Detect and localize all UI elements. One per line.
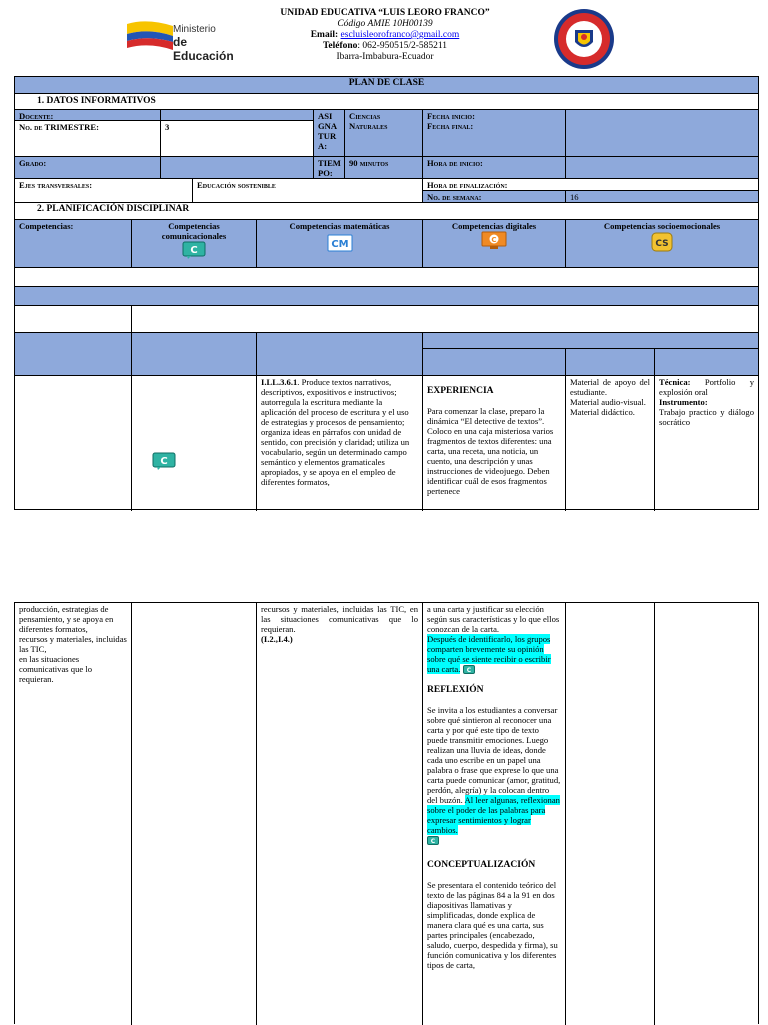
icon-c-text: C bbox=[190, 245, 198, 256]
plan-table-page1 bbox=[14, 76, 759, 510]
icon-cs-text: CS bbox=[655, 239, 669, 249]
row2-recursos bbox=[565, 603, 654, 1025]
indicator-code: I.LL.3.6.1 bbox=[261, 377, 298, 387]
row2-col3-code: (I.2.,I.4.) bbox=[261, 634, 293, 644]
tiempo-value: 90 minutos bbox=[344, 156, 422, 178]
row2-col1-text-b: recursos y materiales, incluidas las TIC, bbox=[19, 634, 127, 654]
icon-c-text: C bbox=[466, 667, 471, 675]
row2-col1-text-c: en las situaciones comunicativas que lo requieran. bbox=[19, 654, 93, 684]
instrumento-label: Instrumento: bbox=[659, 397, 708, 407]
fechas-labels bbox=[422, 109, 565, 156]
exp-highlight: Después de identificarlo, los grupos comparten brevemente su opinión sobre qué se siente recibir o escribir una carta. bbox=[427, 634, 551, 674]
row2-col3 bbox=[256, 603, 422, 1025]
comunicacional-c-icon bbox=[182, 241, 206, 259]
comunicacional-c-icon bbox=[463, 665, 475, 675]
row2-col1 bbox=[15, 603, 131, 1025]
tecnica-label: Técnica: bbox=[659, 377, 691, 387]
row1-recursos bbox=[565, 375, 654, 511]
ejes-value: Educación sostenible bbox=[192, 178, 422, 202]
reflexion-text: Se invita a los estudiantes a conversar sobre qué sintieron al reconocer una carta y por qué este tipo de texto puede transmitir emociones. Luego realizan una lluvia de ideas, donde cada uno escribe en un papel una palabra o frase que exprese lo que una carta puede comunicar (amor, gratitud, perdón, alegría) y la colocan dentro del buzón. bbox=[427, 705, 561, 806]
ejes-label: Ejes transversales: bbox=[15, 178, 192, 202]
instrumento-value: Trabajo practico y diálogo socrático bbox=[659, 407, 754, 427]
docente-value bbox=[160, 109, 313, 120]
section-planificacion: 2. PLANIFICACIÓN DISCIPLINAR bbox=[15, 202, 758, 219]
comp-comunicacionales-label: Competencias comunicacionales bbox=[161, 221, 227, 241]
school-header bbox=[250, 8, 520, 63]
matematica-cm-icon bbox=[327, 234, 353, 252]
digital-monitor-icon bbox=[481, 231, 507, 251]
comp-digitales-label: Competencias digitales bbox=[451, 221, 537, 231]
plan-table-page2 bbox=[14, 602, 759, 1024]
phone-number: : 062-950515/2-585211 bbox=[357, 41, 448, 51]
trimestre-value: 3 bbox=[160, 120, 313, 156]
recurso-1: Material de apoyo del estudiante. bbox=[570, 377, 650, 397]
plan-title: PLAN DE CLASE bbox=[15, 77, 758, 93]
grado-label: Grado: bbox=[15, 156, 160, 178]
icon-cm-text: CM bbox=[330, 239, 349, 250]
ministry-name-line1: Ministerio bbox=[173, 24, 216, 35]
header-col2 bbox=[131, 332, 256, 375]
comp-matematicas-label: Competencias matemáticas bbox=[289, 221, 390, 231]
comunicacional-c-icon bbox=[427, 836, 439, 846]
semana-value: 16 bbox=[565, 190, 758, 202]
experiencia-title: EXPERIENCIA bbox=[427, 386, 494, 396]
row2-col3-text: recursos y materiales, incluidas las TIC, en las situaciones comunicativas que lo requieran. bbox=[261, 604, 418, 634]
experiencia-text: Para comenzar la clase, preparo la dinámica “El detective de textos”. Coloco en una caja misteriosa varios fragmentos de textos diferentes: una carta, una receta, una noticia, un cuento, una descripción y unas instrucciones de videojuego. Deben identificar cuál de esos fragmentos pertenece bbox=[427, 406, 554, 496]
fechas-values bbox=[565, 109, 758, 156]
comp-socioemocionales-label: Competencias socioemocionales bbox=[603, 221, 721, 231]
ecuador-flag-icon bbox=[127, 18, 173, 50]
email-link[interactable]: escluisleorofranco@gmail.com bbox=[340, 30, 460, 40]
header-col6 bbox=[654, 348, 758, 375]
comp-digitales bbox=[422, 219, 565, 267]
icon-c-text: C bbox=[430, 838, 436, 846]
recurso-2: Material audio-visual. bbox=[570, 397, 646, 407]
tecnica-value: Portfolio y explosión oral bbox=[659, 377, 754, 397]
comp-matematicas bbox=[256, 219, 422, 267]
blank-row-2-left bbox=[15, 305, 131, 332]
trimestre-label: No. de TRIMESTRE: bbox=[15, 120, 160, 156]
row1-evaluacion bbox=[654, 375, 758, 511]
header-col4a bbox=[422, 348, 565, 375]
fecha-inicio-label: Fecha inicio: bbox=[427, 111, 475, 121]
row1-col2 bbox=[131, 375, 256, 511]
grado-value bbox=[160, 156, 313, 178]
blank-row-2-right bbox=[131, 305, 758, 332]
reflexion-highlight: Al leer algunas, reflexionan sobre el poder de las palabras para expresar sentimientos y lograr cambios. bbox=[427, 795, 560, 836]
phone-label: Teléfono bbox=[322, 41, 358, 51]
icon-digital-text: C bbox=[491, 236, 497, 244]
socioemocional-cs-icon bbox=[651, 232, 673, 252]
row2-evaluacion bbox=[654, 603, 758, 1025]
row1-experiencia bbox=[422, 375, 565, 511]
row2-col1-text-a: producción, estrategias de pensamiento, y se apoya en diferentes formatos, bbox=[19, 604, 114, 634]
conceptualizacion-text: Se presentara el contenido teórico del texto de las páginas 84 a la 91 en dos diapositivas llamativas y simplificadas, donde explica de manera clara qué es una carta, sus partes principales (encabezado, saludo, cuerpo, despedida y firma), su función comunicativa y los diferentes tipos de carta, bbox=[427, 880, 558, 971]
tiempo-label: TIEM PO: bbox=[313, 156, 344, 178]
conceptualizacion-title: CONCEPTUALIZACIÓN bbox=[427, 860, 536, 871]
header-col5 bbox=[565, 348, 654, 375]
hora-inicio-label: Hora de inicio: bbox=[422, 156, 565, 178]
row2-procesos bbox=[422, 603, 565, 1025]
row2-col2 bbox=[131, 603, 256, 1025]
indicator-text: . Produce textos narrativos, descriptivos, expositivos e instructivos; autorregula la escritura mediante la aplicación del proceso de escritura y el uso de estrategias y procesos de pensamiento; organiza ideas en párrafos con unidad de sentido, con precisión y claridad; utiliza un vocabulario, según un determinado campo semántico y elementos gramaticales apropiados, y se apoya en el empleo de diferentes formatos, bbox=[261, 377, 410, 487]
ministry-name-line2: de Educación bbox=[173, 35, 234, 63]
asignatura-label: ASI GNA TUR A: bbox=[313, 109, 344, 156]
email-label: Email: bbox=[310, 30, 339, 40]
ministry-logo bbox=[125, 14, 245, 63]
reflexion-title: REFLEXIÓN bbox=[427, 685, 484, 696]
blank-row-1 bbox=[15, 267, 758, 286]
comp-comunicacionales bbox=[131, 219, 256, 267]
docente-label: Docente: bbox=[15, 109, 160, 120]
blue-band bbox=[15, 286, 758, 305]
header-col4-top bbox=[422, 332, 758, 348]
row1-indicator bbox=[256, 375, 422, 511]
school-name: UNIDAD EDUCATIVA “LUIS LEORO FRANCO” bbox=[280, 8, 490, 18]
asignatura-value: Ciencias Naturales bbox=[344, 109, 422, 156]
comunicacional-c-icon bbox=[152, 452, 176, 470]
competencias-label: Competencias: bbox=[15, 219, 131, 267]
hora-inicio-value bbox=[565, 156, 758, 178]
exp-continued: a una carta y justificar su elección según sus características y lo que ellos conozcan de la carta. bbox=[427, 604, 560, 634]
row1-col1 bbox=[15, 375, 131, 511]
school-seal-icon bbox=[553, 8, 615, 70]
semana-label: No. de semana: bbox=[422, 190, 565, 202]
comp-socioemocionales bbox=[565, 219, 758, 267]
fecha-final-label: Fecha final: bbox=[427, 121, 474, 131]
hora-fin-label: Hora de finalización: bbox=[422, 178, 758, 190]
recurso-3: Material didáctico. bbox=[570, 407, 635, 417]
amie-code: Código AMIE 10H00139 bbox=[337, 19, 433, 29]
section-datos-informativos: 1. DATOS INFORMATIVOS bbox=[15, 93, 758, 109]
header-col1 bbox=[15, 332, 131, 375]
icon-c-text: C bbox=[160, 456, 168, 467]
header-col3 bbox=[256, 332, 422, 375]
location: Ibarra-Imbabura-Ecuador bbox=[336, 52, 434, 62]
